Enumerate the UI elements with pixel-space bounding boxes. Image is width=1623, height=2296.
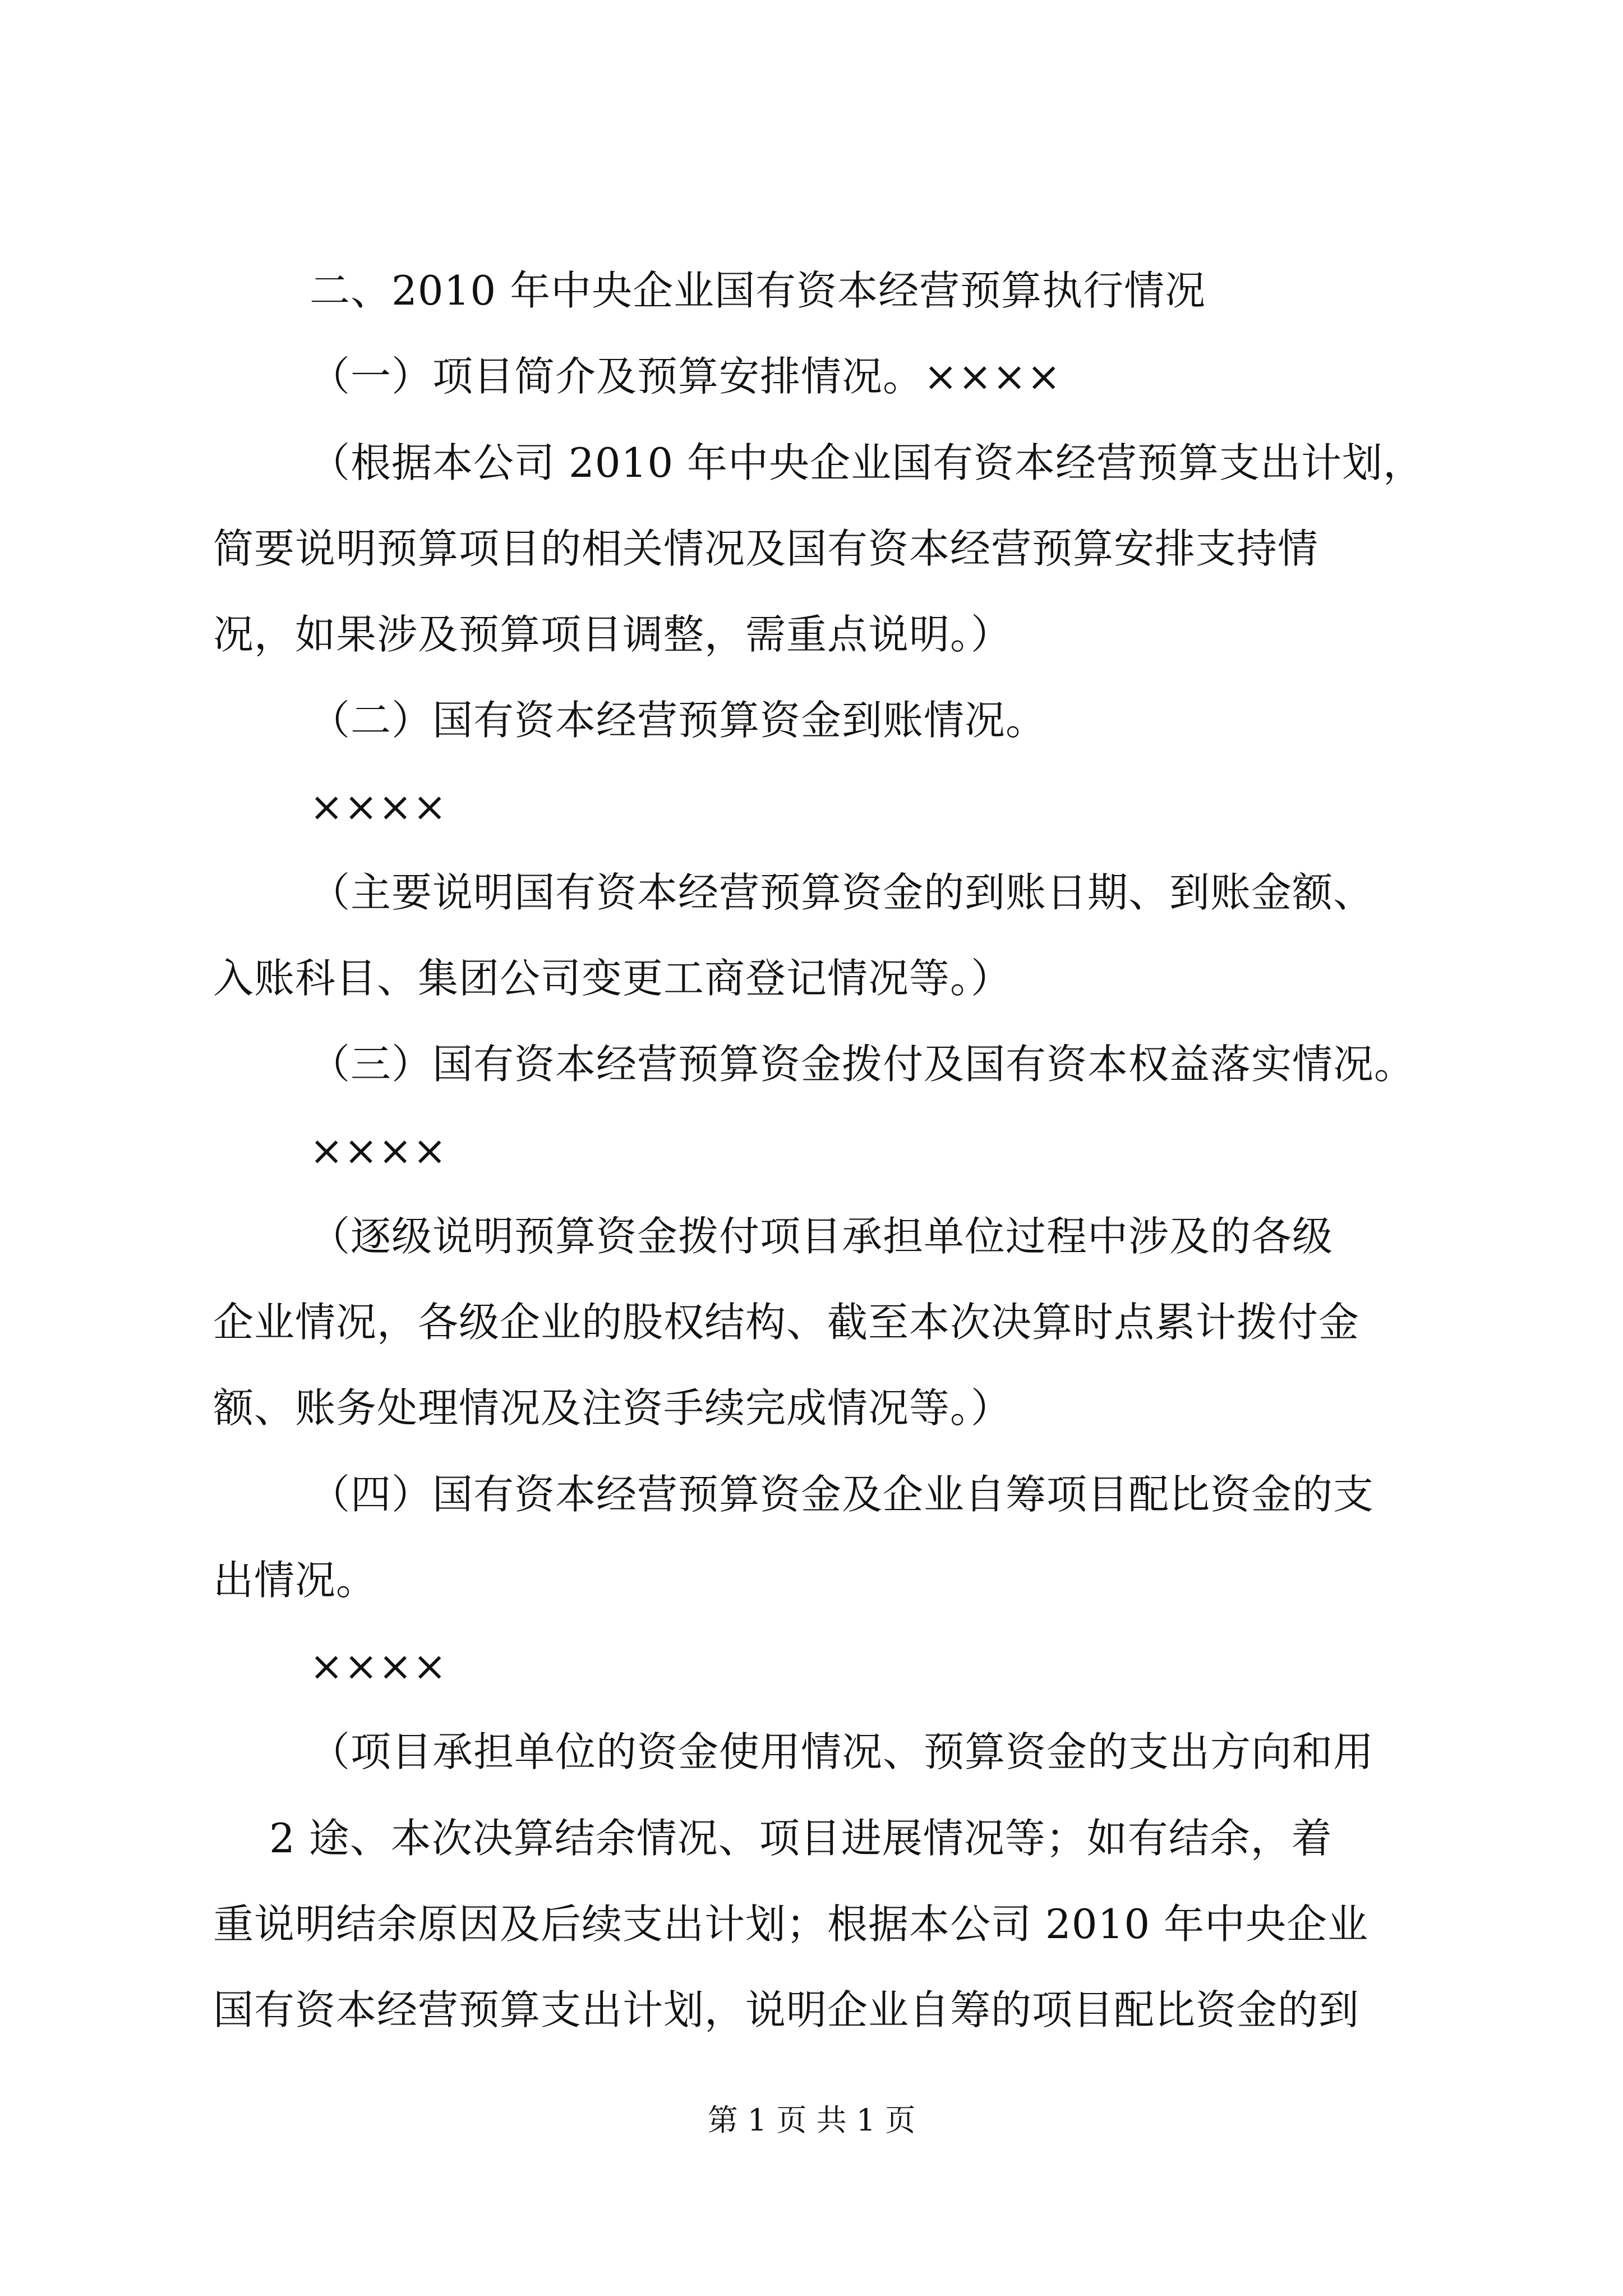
subsection-heading-3: （三）国有资本经营预算资金拨付及国有资本权益落实情况。 [310, 1041, 1415, 1088]
paragraph-line: 2 途、本次决算结余情况、项目进展情况等；如有结余，着 [269, 1815, 1332, 1862]
paragraph-line: 入账科目、集团公司变更工商登记情况等。） [213, 955, 1012, 1002]
paragraph-line: 出情况。 [213, 1557, 377, 1604]
subsection-heading-2: （二）国有资本经营预算资金到账情况。 [310, 697, 1047, 744]
subsection-heading-4: （四）国有资本经营预算资金及企业自筹项目配比资金的支 [310, 1471, 1375, 1518]
placeholder-text: ×××× [310, 1642, 448, 1690]
paragraph-line: 况，如果涉及预算项目调整，需重点说明。） [213, 611, 1012, 658]
section-heading: 二、2010 年中央企业国有资本经营预算执行情况 [310, 267, 1206, 314]
paragraph-line: （逐级说明预算资金拨付项目承担单位过程中涉及的各级 [310, 1213, 1334, 1260]
placeholder-text: ×××× [310, 1127, 448, 1174]
paragraph-line: 简要说明预算项目的相关情况及国有资本经营预算安排支持情 [213, 525, 1319, 572]
paragraph-line: 国有资本经营预算支出计划，说明企业自筹的项目配比资金的到 [213, 1986, 1360, 2033]
placeholder-text: ×××× [310, 783, 448, 830]
paragraph-line: （根据本公司 2010 年中央企业国有资本经营预算支出计划， [310, 439, 1424, 486]
paragraph-line: 企业情况，各级企业的股权结构、截至本次决算时点累计拨付金 [213, 1299, 1360, 1346]
paragraph-line: （主要说明国有资本经营预算资金的到账日期、到账金额、 [310, 869, 1375, 916]
paragraph-line: 重说明结余原因及后续支出计划；根据本公司 2010 年中央企业 [213, 1901, 1369, 1948]
paragraph-line: 额、账务处理情况及注资手续完成情况等。） [213, 1384, 1012, 1432]
page-footer: 第 1 页 共 1 页 [707, 2102, 916, 2138]
paragraph-line: （项目承担单位的资金使用情况、预算资金的支出方向和用 [310, 1728, 1375, 1775]
subsection-heading-1: （一）项目简介及预算安排情况。×××× [310, 353, 1062, 400]
